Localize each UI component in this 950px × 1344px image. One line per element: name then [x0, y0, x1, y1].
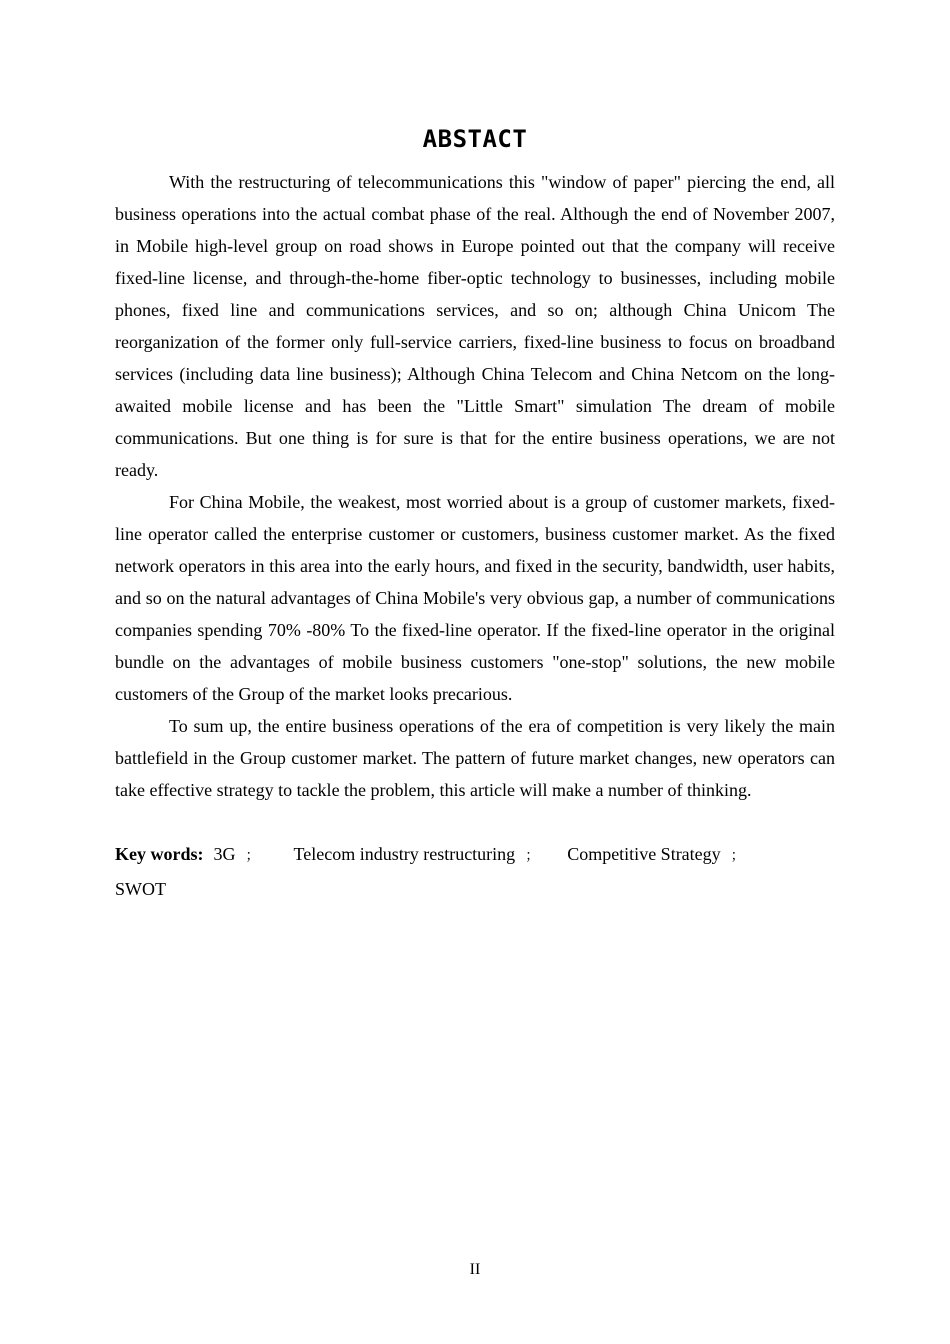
keywords-line-2: [115, 873, 835, 905]
keywords-line-1: [115, 838, 835, 873]
abstract-paragraph-3: To sum up, the entire business operations of the era of competition is very likely the main battlefield in the Group customer market. The pattern of future market changes, new operators can take effective strategy to tackle the problem, this article will make a number of thinking.: [115, 716, 835, 800]
abstract-paragraph-2: For China Mobile, the weakest, most worried about is a group of customer markets, fixed-line operator called the enterprise customer or customers, business customer market. As the fixed network operators in this area into the early hours, and fixed in the security, bandwidth, user habits, and so on the natural advantages of China Mobile's very obvious gap, a number of communications companies spending 70% -80% To the fixed-line operator. If the fixed-line operator in the original bundle on the advantages of mobile business customers "one-stop" solutions, the new mobile customers of the Group of the market looks precarious.: [115, 492, 835, 704]
keyword-item: 3G: [213, 844, 236, 864]
page-number: II: [469, 1261, 481, 1278]
keywords-section: [115, 838, 835, 905]
keywords-label: Key words:: [115, 844, 204, 864]
keyword-item: Competitive Strategy: [567, 844, 721, 864]
keyword-item: Telecom industry restructuring: [293, 844, 516, 864]
page-title: ABSTACT: [422, 125, 528, 153]
document-body: [115, 120, 835, 905]
keyword-separator: ；: [525, 849, 540, 864]
abstract-paragraph-1: With the restructuring of telecommunications this "window of paper" piercing the end, all business operations into the actual combat phase of the real. Although the end of November 2007, in Mobile high-level group on road shows in Europe pointed out that the company will receive fixed-line license, and through-the-home fiber-optic technology to businesses, including mobile phones, fixed line and communications services, and so on; although China Unicom The reorganization of the former only full-service carriers, fixed-line business to focus on broadband services (including data line business); Although China Telecom and China Netcom on the long-awaited mobile license and has been the "Little Smart" simulation The dream of mobile communications. But one thing is for sure is that for the entire business operations, we are not ready.: [115, 172, 835, 480]
keyword-separator: ；: [730, 849, 745, 864]
keyword-item: SWOT: [115, 879, 166, 899]
keyword-separator: ；: [245, 849, 260, 864]
